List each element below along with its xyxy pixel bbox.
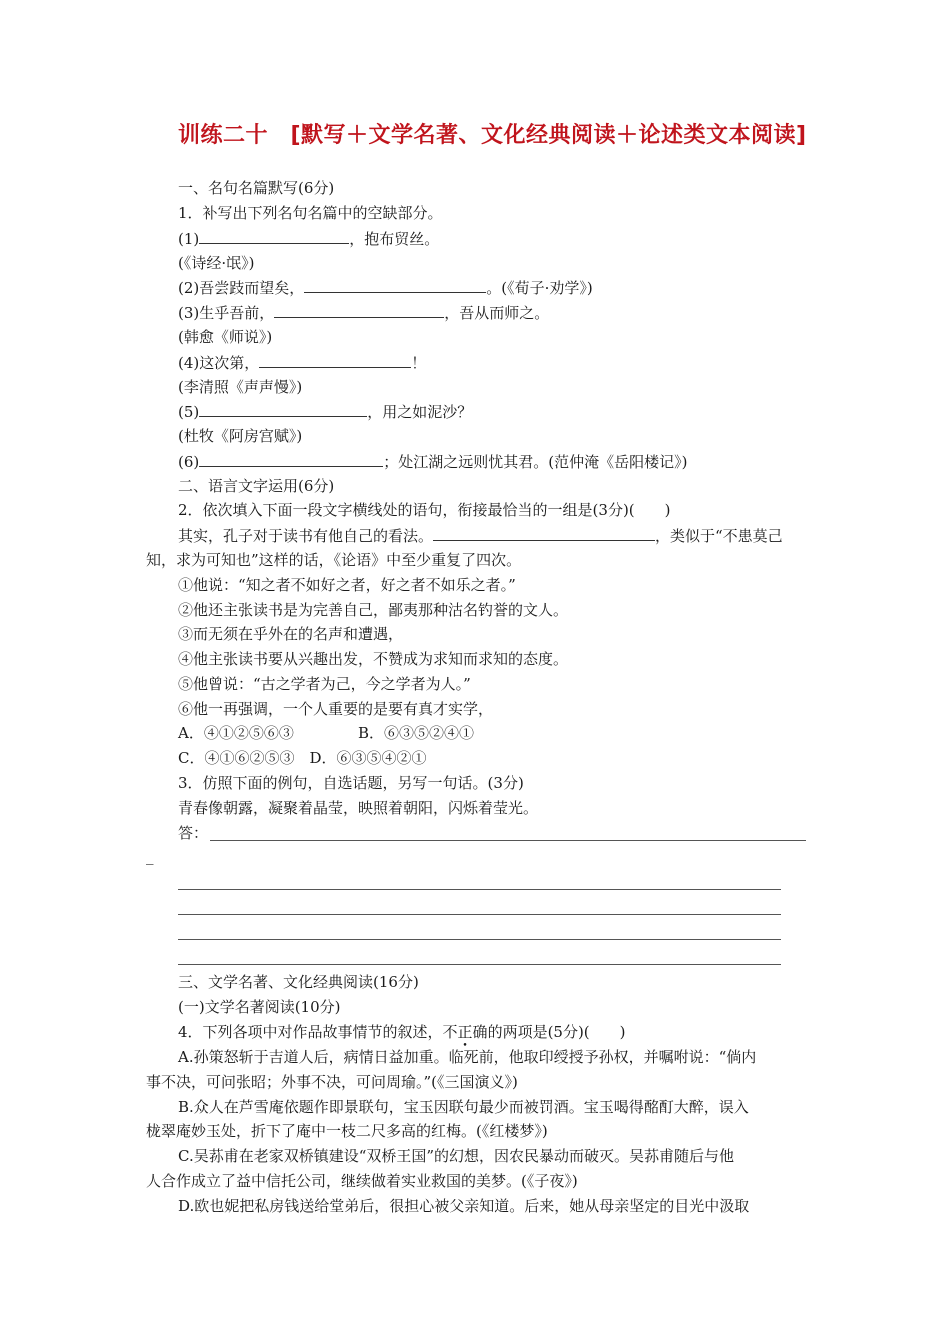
section-2-heading: 二、语言文字运用(6分) bbox=[178, 477, 335, 495]
answer-blank[interactable] bbox=[259, 352, 411, 368]
item-5: (5) ，用之如泥沙？ bbox=[178, 403, 473, 421]
section-1-heading: 一、名句名篇默写(6分) bbox=[178, 179, 335, 197]
option-d-line-1: D.欧也妮把私房钱送给堂弟后，很担心被父亲知道。后来，她从母亲坚定的目光中汲取 bbox=[178, 1197, 750, 1215]
answer-dash: _ bbox=[146, 847, 154, 865]
item-1-source: (《诗经·氓》) bbox=[178, 254, 255, 272]
item-6: (6) ；处江湖之远则忧其君。(范仲淹《岳阳楼记》) bbox=[178, 453, 688, 471]
item-5-source: (杜牧《阿房宫赋》) bbox=[178, 427, 303, 445]
answer-blank[interactable] bbox=[274, 302, 444, 318]
answer-blank[interactable] bbox=[199, 451, 383, 467]
option-a-line-2: 事不决，可问张昭；外事不决，可问周瑜。”(《三国演义》) bbox=[146, 1073, 518, 1091]
option-2: ②他还主张读书是为完善自己，鄙夷那种沽名钓誉的文人。 bbox=[178, 601, 569, 619]
item-4-source: (李清照《声声慢》) bbox=[178, 378, 303, 396]
answer-line[interactable] bbox=[178, 939, 781, 940]
emphasis-text: 不正确 bbox=[442, 1023, 488, 1041]
item-1: (1) ，抱布贸丝。 bbox=[178, 230, 440, 248]
answer-line[interactable] bbox=[210, 840, 806, 841]
answer-label: 答： bbox=[178, 824, 209, 842]
answer-blank[interactable] bbox=[433, 525, 655, 541]
answer-line[interactable] bbox=[178, 914, 781, 915]
question-4: 4．下列各项中对作品故事情节的叙述，不正确的两项是(5分)( ) bbox=[178, 1023, 626, 1041]
choice-c-d: C．④①⑥②⑤③ D．⑥③⑤④②① bbox=[178, 749, 427, 767]
answer-line[interactable] bbox=[178, 889, 781, 890]
item-4: (4)这次第， ！ bbox=[178, 354, 427, 372]
question-2: 2．依次填入下面一段文字横线处的语句，衔接最恰当的一组是(3分)( ) bbox=[178, 501, 671, 519]
passage-line-2: 知，求为可知也”这样的话，《论语》中至少重复了四次。 bbox=[146, 551, 522, 569]
option-4: ④他主张读书要从兴趣出发，不赞成为求知而求知的态度。 bbox=[178, 650, 569, 668]
option-5: ⑤他曾说：“古之学者为己，今之学者为人。” bbox=[178, 675, 471, 693]
answer-line[interactable] bbox=[178, 964, 781, 965]
answer-blank[interactable] bbox=[304, 277, 486, 293]
passage-line-1: 其实，孔子对于读书有他自己的看法。 ，类似于“不患莫己 bbox=[178, 527, 783, 545]
page-title: 训练二十 [默写＋文学名著、文化经典阅读＋论述类文本阅读] bbox=[178, 123, 807, 148]
option-c-line-2: 人合作成立了益中信托公司，继续做着实业救国的美梦。(《子夜》) bbox=[146, 1172, 578, 1190]
option-a-line-1: A.孙策怒斩于吉道人后，病情日益加重。临死前，他取印绶授予孙权，并嘱咐说：“倘内 bbox=[178, 1048, 757, 1066]
section-3-heading: 三、文学名著、文化经典阅读(16分) bbox=[178, 973, 419, 991]
answer-blank[interactable] bbox=[199, 228, 349, 244]
option-6: ⑥他一再强调，一个人重要的是要有真才实学， bbox=[178, 700, 494, 718]
choice-a: A．④①②⑤⑥③ bbox=[178, 724, 294, 742]
item-2: (2)吾尝跂而望矣， 。(《荀子·劝学》) bbox=[178, 279, 593, 297]
example-sentence: 青春像朝露，凝聚着晶莹，映照着朝阳，闪烁着莹光。 bbox=[178, 799, 539, 817]
choice-b: B．⑥③⑤②④① bbox=[358, 724, 475, 742]
item-3: (3)生乎吾前， ，吾从而师之。 bbox=[178, 304, 550, 322]
option-b-line-2: 栊翠庵妙玉处，折下了庵中一枝二尺多高的红梅。(《红楼梦》) bbox=[146, 1122, 548, 1140]
answer-blank[interactable] bbox=[199, 401, 367, 417]
option-1: ①他说：“知之者不如好之者，好之者不如乐之者。” bbox=[178, 576, 516, 594]
option-3: ③而无须在乎外在的名声和遭遇， bbox=[178, 625, 404, 643]
option-c-line-1: C.吴荪甫在老家双桥镇建设“双桥王国”的幻想，因农民暴动而破灭。吴荪甫随后与他 bbox=[178, 1147, 735, 1165]
subsection-heading: (一)文学名著阅读(10分) bbox=[178, 998, 341, 1016]
question-3: 3．仿照下面的例句，自选话题，另写一句话。(3分) bbox=[178, 774, 524, 792]
question-1: 1．补写出下列名句名篇中的空缺部分。 bbox=[178, 204, 443, 222]
item-3-source: (韩愈《师说》) bbox=[178, 328, 273, 346]
option-b-line-1: B.众人在芦雪庵依题作即景联句，宝玉因联句最少而被罚酒。宝玉喝得酩酊大醉，误入 bbox=[178, 1098, 749, 1116]
